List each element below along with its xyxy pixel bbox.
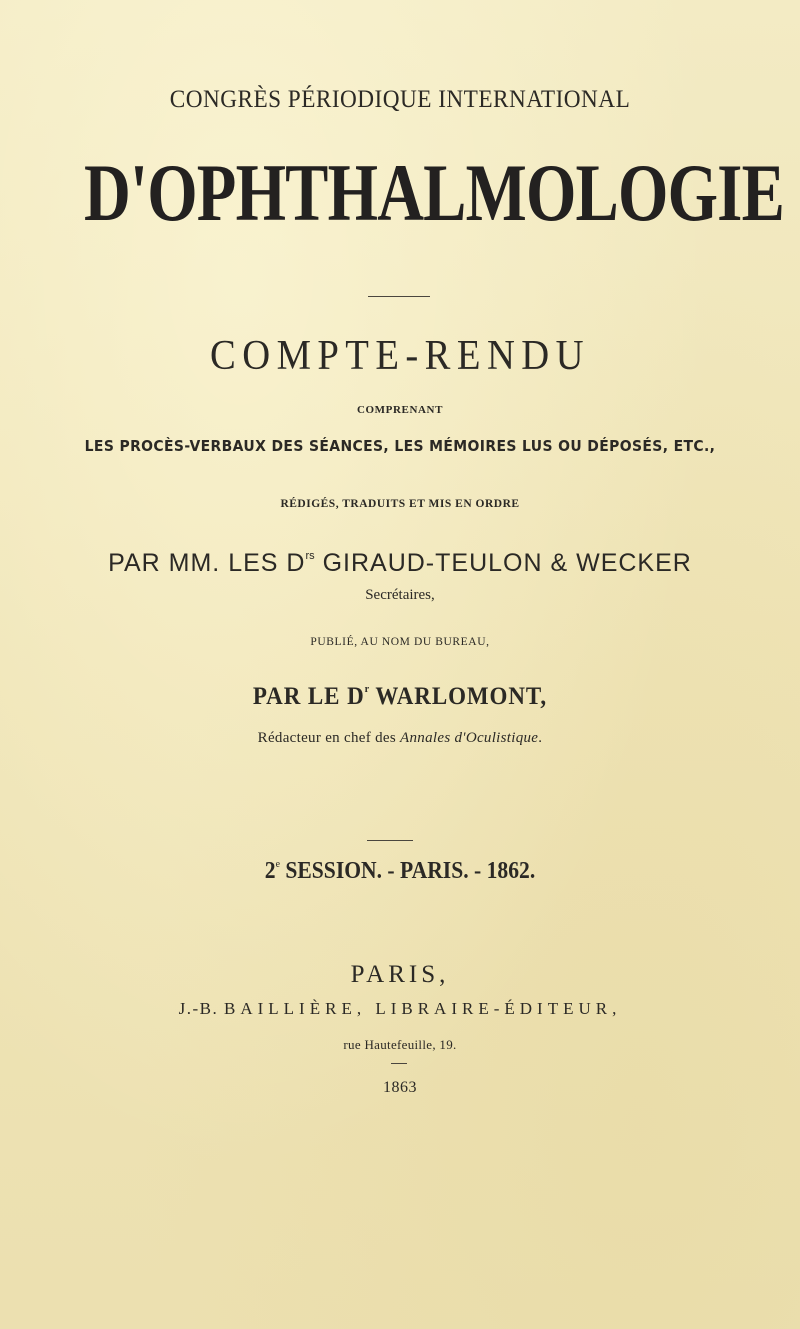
publisher-person-superscript: r [364,683,370,695]
contents-description: LES PROCÈS-VERBAUX DES SÉANCES, LES MÉMOIRES LUS OU DÉPOSÉS, ETC., [84,437,716,455]
editors-line [0,549,800,578]
redacteur-prefix: Rédacteur en chef des [257,730,401,746]
publisher-initials: J.-B. [178,999,225,1018]
congress-heading: CONGRÈS PÉRIODIQUE INTERNATIONAL [169,86,631,113]
secretaires-label: Secrétaires, [365,587,435,603]
imprint-address: rue Hautefeuille, 19. [343,1037,457,1052]
imprint-city: PARIS, [350,961,450,988]
journal-title: Annales d'Oculistique [400,730,539,746]
editors-names: GIRAUD-TEULON & WECKER [314,549,692,577]
divider-rule [368,296,430,297]
publisher-person-line [32,683,768,711]
publisher-name: BAILLIÈRE, LIBRAIRE-ÉDITEUR, [224,999,622,1018]
session-number: 2 [264,858,276,884]
main-title: D'OPHTHALMOLOGIE [84,147,785,238]
rediges-line: RÉDIGÉS, TRADUITS ET MIS EN ORDRE [280,498,520,510]
divider-rule [391,1063,407,1064]
redacteur-suffix: . [538,730,543,746]
imprint-year: 1863 [383,1079,417,1096]
divider-rule [367,840,413,841]
editors-superscript: rs [305,550,315,562]
imprint-publisher [0,999,800,1019]
session-superscript: e [275,858,280,870]
publie-line: PUBLIÉ, AU NOM DU BUREAU, [310,636,490,648]
session-line [40,858,760,885]
session-text: SESSION. - PARIS. - 1862. [279,858,536,884]
publisher-person-prefix: PAR LE D [252,683,365,710]
redacteur-line [0,730,800,747]
comprenant-label: COMPRENANT [356,404,444,416]
publisher-person-name: WARLOMONT, [369,683,548,710]
subtitle-compte-rendu: COMPTE-RENDU [210,333,590,379]
editors-prefix: PAR MM. LES D [108,549,306,577]
